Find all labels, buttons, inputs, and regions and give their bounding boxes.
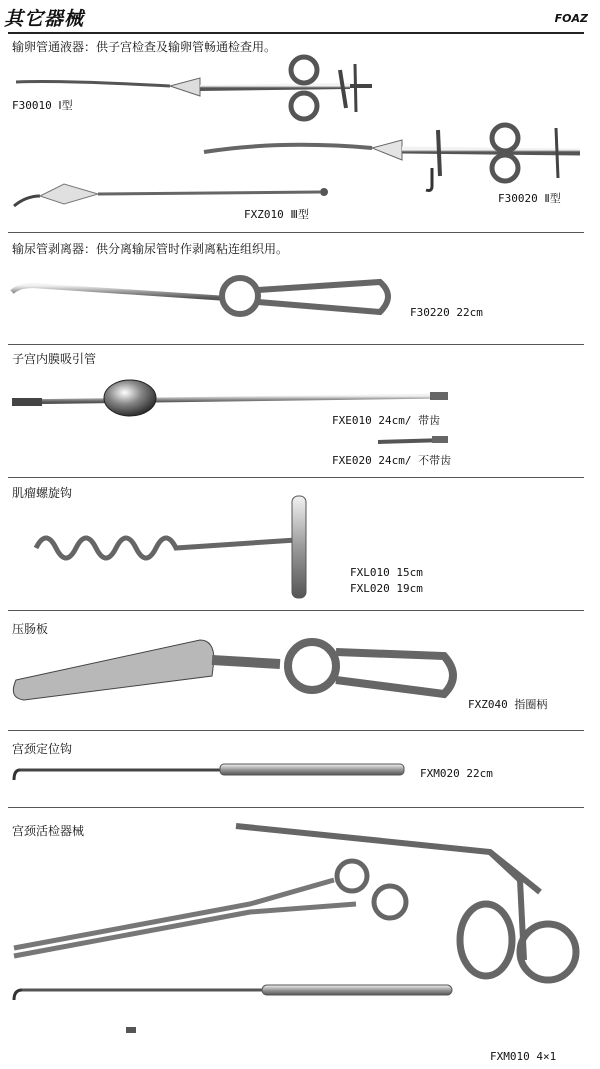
- instrument-fxz010-image: [14, 184, 328, 206]
- item-label-fxl010: FXL010 15cm: [350, 566, 423, 579]
- item-label-fxm020: FXM020 22cm: [420, 767, 493, 780]
- item-label-fxe010: FXE010 24cm/ 带齿: [332, 414, 441, 427]
- section-title-ureter-dissector: 输尿管剥离器：供分离输尿管时作剥离粘连组织用。: [12, 242, 289, 256]
- item-label-fxz010: FXZ010 Ⅲ型: [244, 208, 309, 221]
- catalog-code: FOAZ: [554, 12, 588, 25]
- instrument-fxe020-image: [378, 436, 448, 443]
- item-label-fxz040: FXZ040 指圈柄: [468, 698, 548, 711]
- section-title-cervical-biopsy: 宫颈活检器械: [12, 824, 85, 838]
- item-label-f30010: F30010 Ⅰ型: [12, 99, 73, 112]
- section-title-tubal-flush: 输卵管通液器：供子宫检查及输卵管畅通检查用。: [12, 40, 277, 54]
- section-title-myoma-screw: 肌瘤螺旋钩: [12, 486, 73, 500]
- page-title: 其它器械: [4, 8, 85, 30]
- instrument-fxm020-image: [14, 764, 404, 780]
- instrument-fxz040-image: [13, 640, 453, 700]
- instrument-f30220-image: [12, 278, 388, 314]
- instrument-f30020-image: [204, 125, 580, 191]
- instrument-fxm010-image: [14, 826, 580, 1033]
- item-label-f30020: F30020 Ⅱ型: [498, 192, 561, 205]
- item-label-f30220: F30220 22cm: [410, 306, 483, 319]
- section-title-intestinal-spatula: 压肠板: [12, 622, 49, 636]
- instrument-fxe010-image: [12, 380, 448, 416]
- item-label-fxl020: FXL020 19cm: [350, 582, 423, 595]
- item-label-fxm010: FXM010 4×1: [490, 1050, 557, 1063]
- section-title-cervical-hook: 宫颈定位钩: [12, 742, 73, 756]
- item-label-fxe020: FXE020 24cm/ 不带齿: [332, 454, 452, 467]
- instrument-f30010-image: [16, 57, 372, 119]
- section-title-endometrial-suction: 子宫内膜吸引管: [12, 352, 97, 366]
- instrument-fxl-image: [36, 496, 306, 598]
